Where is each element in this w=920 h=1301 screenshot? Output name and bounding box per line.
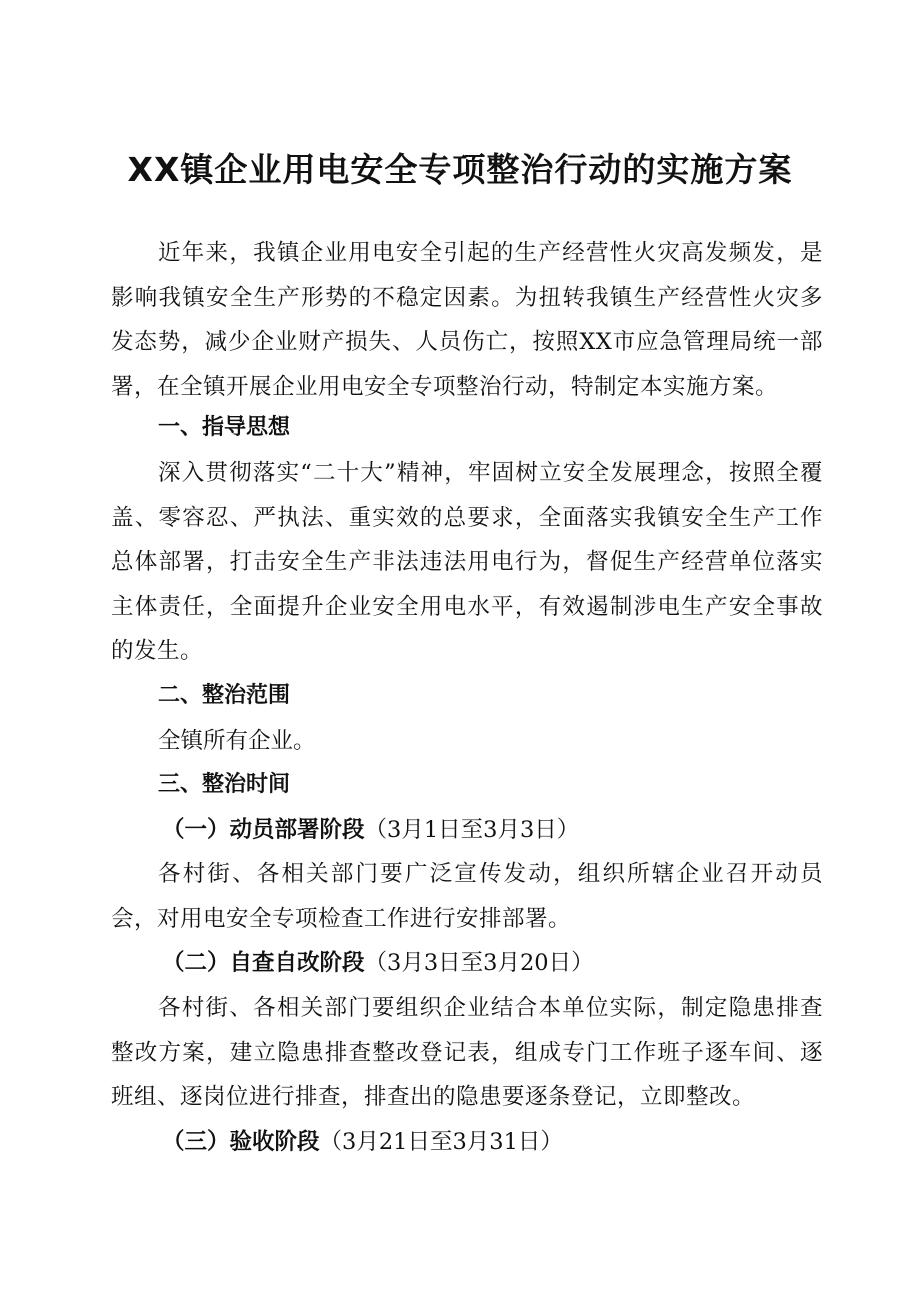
stage-1-body: 各村街、各相关部门要广泛宣传发动，组织所辖企业召开动员会，对用电安全专项检查工作进行安排部署。 (111, 861, 823, 932)
section-1-heading: 一、指导思想 (158, 415, 291, 440)
stage-1-label: （一）动员部署阶段 (162, 817, 365, 843)
stage-2-body: 各村街、各相关部门要组织企业结合本单位实际，制定隐患排查整改方案，建立隐患排查整改登记表，组成专门工作班子逐车间、逐班组、逐岗位进行排查，排查出的隐患要逐条登记，立即整改。 (111, 995, 823, 1110)
stage-1-dates: （3月1日至3月3日） (364, 817, 580, 843)
stage-3-dates: （3月21日至3月31日） (319, 1129, 563, 1155)
stage-3-label: （三）验收阶段 (162, 1129, 320, 1155)
document-title: XX镇企业用电安全专项整治行动的实施方案 (127, 150, 793, 189)
section-1-body: 深入贯彻落实“二十大”精神，牢固树立安全发展理念，按照全覆盖、零容忍、严执法、重实效的总要求，全面落实我镇安全生产工作总体部署，打击安全生产非法违法用电行为，督促生产经营单位落实主体责任，全面提升企业安全用电水平，有效遏制涉电生产安全事故的发生。 (111, 460, 823, 664)
section-2-heading: 二、整治范围 (158, 683, 291, 708)
intro-paragraph: 近年来，我镇企业用电安全引起的生产经营性火灾高发频发，是影响我镇安全生产形势的不稳定因素。为扭转我镇生产经营性火灾多发态势，减少企业财产损失、人员伤亡，按照XX市应急管理局统一部署，在全镇开展企业用电安全专项整治行动，特制定本实施方案。 (111, 240, 823, 400)
section-3-heading: 三、整治时间 (158, 772, 291, 797)
stage-2-label: （二）自查自改阶段 (162, 950, 365, 976)
stage-2-dates: （3月3日至3月20日） (364, 950, 594, 976)
stage-2-heading (162, 941, 594, 986)
section-2-body: 全镇所有企业。 (158, 728, 316, 754)
stage-1-heading (162, 808, 579, 853)
stage-3-heading (162, 1120, 563, 1165)
